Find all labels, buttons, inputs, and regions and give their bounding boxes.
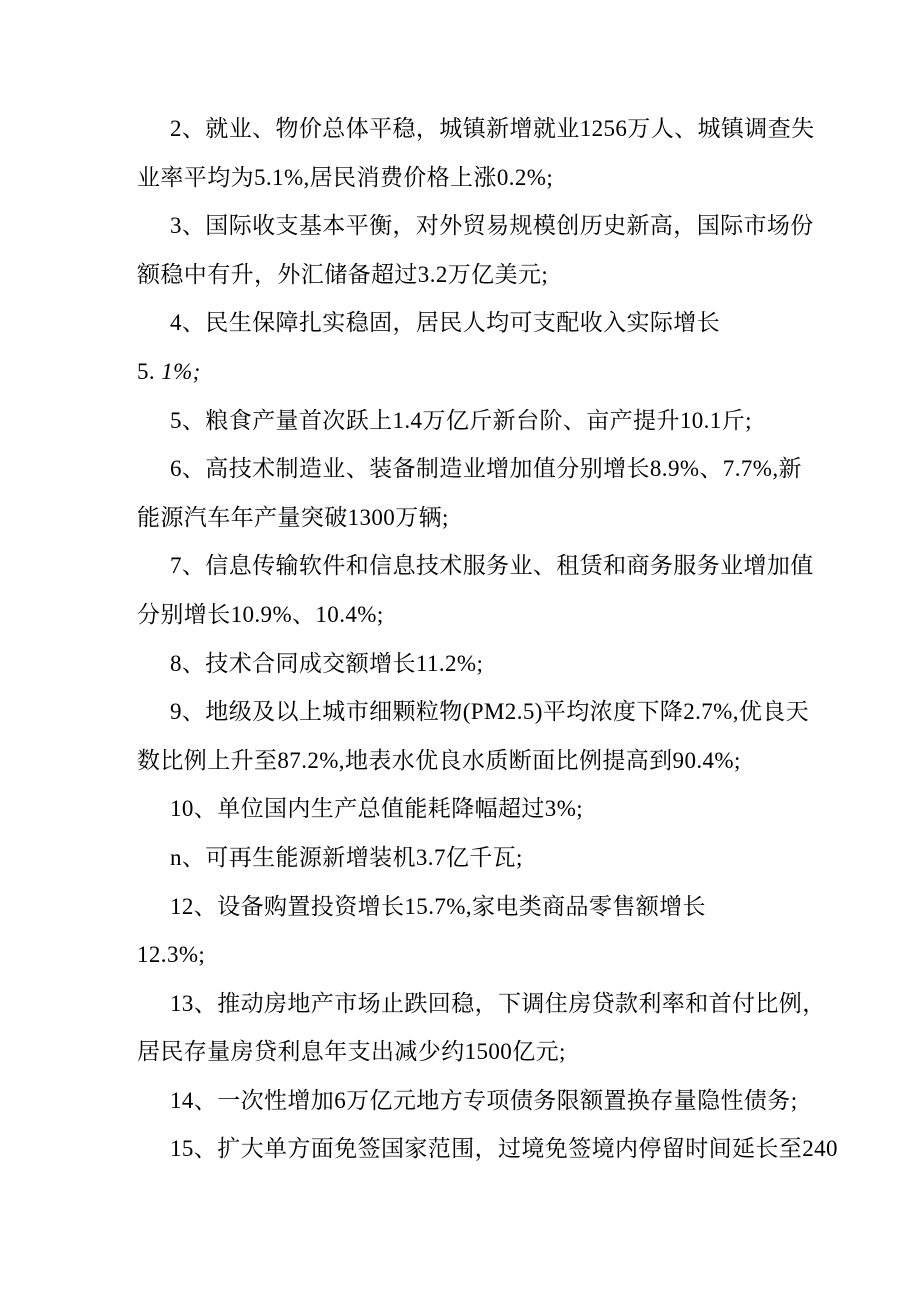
text-segment: 8、技术合同成交额增长11.2%; xyxy=(170,650,484,676)
text-line xyxy=(137,202,814,251)
document-body xyxy=(137,105,838,1174)
text-line xyxy=(137,688,810,737)
text-line xyxy=(137,299,810,348)
text-segment: 12、设备购置投资增长15.7%,家电类商品零售额增长 xyxy=(170,893,706,919)
text-line xyxy=(137,834,810,883)
text-line xyxy=(137,883,810,932)
text-segment: 居民存量房贷利息年支出减少约1500亿元; xyxy=(137,1039,566,1065)
text-line xyxy=(137,1077,810,1126)
text-segment: 额稳中有升，外汇储备超过3.2万亿美元; xyxy=(137,261,549,287)
italic-text-segment: 1%; xyxy=(161,358,201,384)
text-line xyxy=(137,251,810,300)
text-segment: 12.3%; xyxy=(137,942,206,968)
text-segment: 分别增长10.9%、10.4%; xyxy=(137,601,384,627)
text-segment: 6、高技术制造业、装备制造业增加值分别增长8.9%、7.7%,新 xyxy=(170,456,802,482)
text-line xyxy=(137,348,810,397)
text-segment: 9、地级及以上城市细颗粒物(PM2.5)平均浓度下降2.7%,优良天 xyxy=(170,699,810,725)
text-line xyxy=(137,1125,838,1174)
text-segment: 15、扩大单方面免签国家范围，过境免签境内停留时间延长至240 xyxy=(170,1136,838,1162)
text-segment: 5. xyxy=(137,358,162,384)
text-line xyxy=(137,640,810,689)
text-segment: 业率平均为5.1%,居民消费价格上涨0.2%; xyxy=(137,164,554,190)
text-segment: 3、国际收支基本平衡，对外贸易规模创历史新高，国际市场份 xyxy=(170,213,814,239)
text-line xyxy=(137,445,810,494)
text-segment: 2、就业、物价总体平稳，城镇新增就业1256万人、城镇调查失 xyxy=(170,116,815,141)
text-segment: 7、信息传输软件和信息技术服务业、租赁和商务服务业增加值 xyxy=(170,553,814,579)
text-segment: 14、一次性增加6万亿元地方专项债务限额置换存量隐性债务; xyxy=(170,1087,798,1113)
text-line xyxy=(137,931,810,980)
text-segment: 10、单位国内生产总值能耗降幅超过3%; xyxy=(170,796,584,822)
text-line xyxy=(137,591,810,640)
text-line xyxy=(137,980,826,1029)
text-line xyxy=(137,1028,810,1077)
text-line xyxy=(137,737,810,786)
text-segment: 13、推动房地产市场止跌回稳，下调住房贷款利率和首付比例， xyxy=(170,990,826,1016)
text-segment: n、可再生能源新增装机3.7亿千瓦; xyxy=(170,844,523,870)
text-line xyxy=(137,154,810,203)
text-segment: 4、民生保障扎实稳固，居民人均可支配收入实际增长 xyxy=(170,310,721,336)
text-line xyxy=(137,105,815,154)
text-segment: 数比例上升至87.2%,地表水优良水质断面比例提高到90.4%; xyxy=(137,747,741,773)
text-line xyxy=(137,785,810,834)
text-line xyxy=(137,494,810,543)
text-line xyxy=(137,397,810,446)
text-segment: 能源汽车年产量突破1300万辆; xyxy=(137,504,449,530)
text-segment: 5、粮食产量首次跃上1.4万亿斤新台阶、亩产提升10.1斤; xyxy=(170,407,752,433)
text-line xyxy=(137,542,814,591)
